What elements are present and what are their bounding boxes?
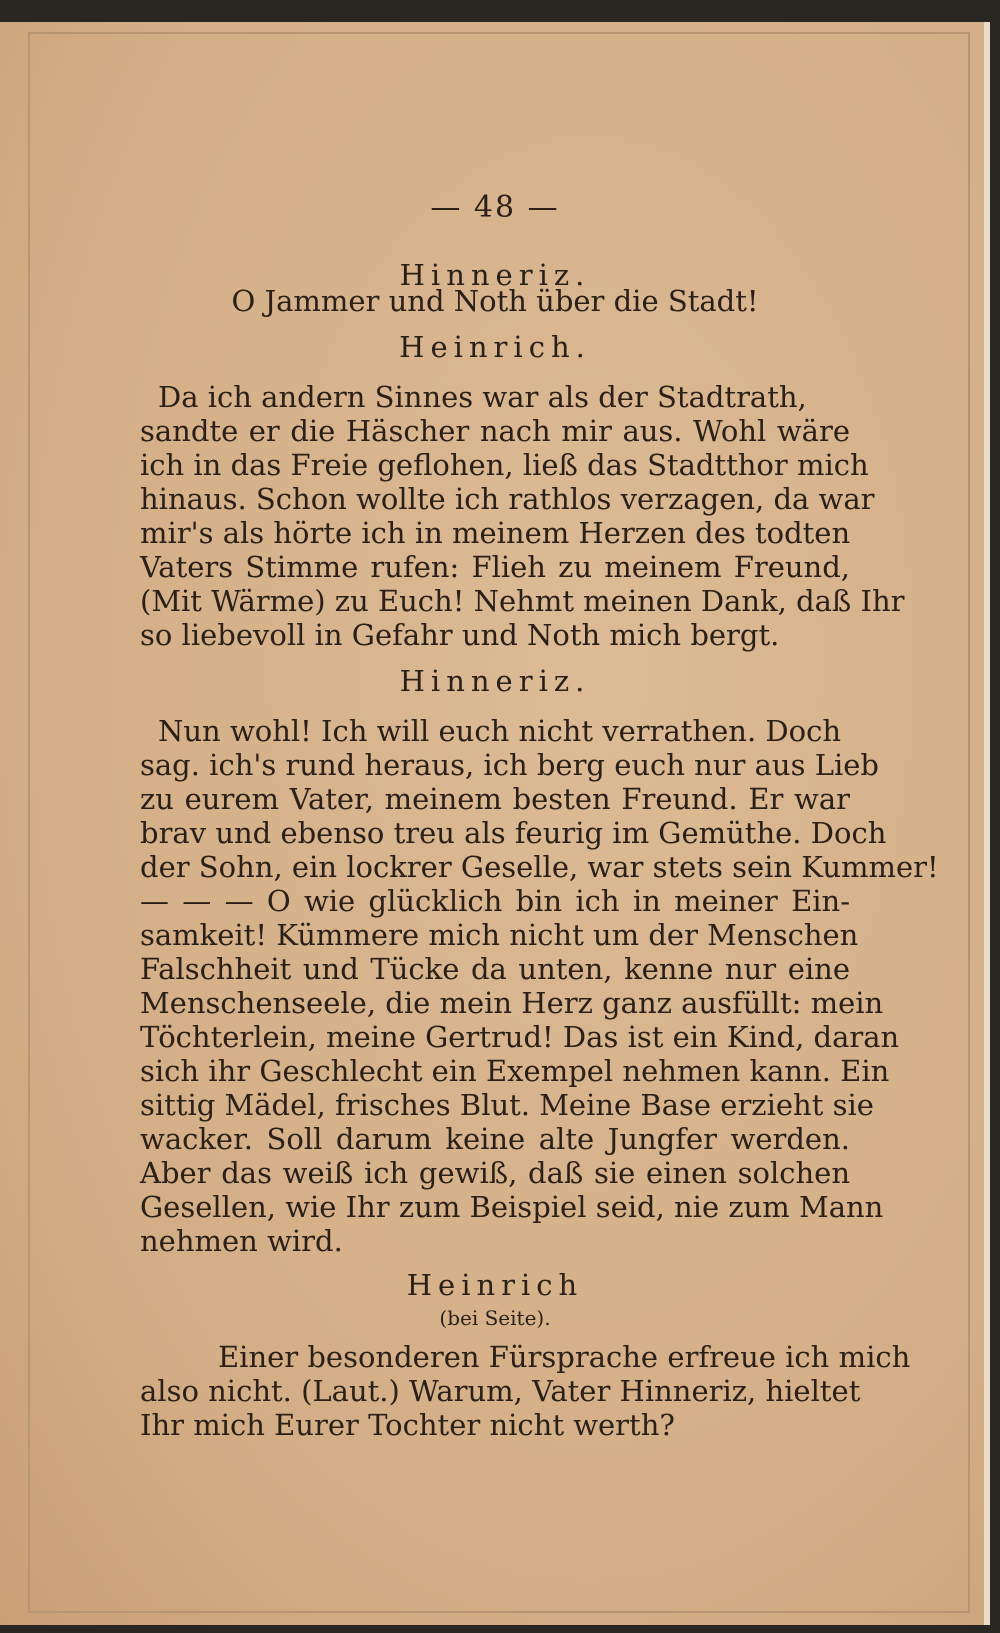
text-line: sittig Mädel, frisches Blut. Meine Base erzieht sie — [140, 1088, 874, 1122]
text-line: Ihr mich Eurer Tochter nicht werth? — [140, 1408, 675, 1442]
text-line: Menschenseele, die mein Herz ganz ausfüllt: mein — [140, 986, 884, 1020]
speaker-name: Hinneriz. — [399, 258, 591, 292]
text-line: Aber das weiß ich gewiß, daß sie einen solchen — [140, 1156, 850, 1190]
text-line: Einer besonderen Fürsprache erfreue ich mich — [218, 1340, 911, 1374]
book-page — [0, 22, 990, 1625]
text-line: zu eurem Vater, meinem besten Freund. Er war — [140, 782, 850, 816]
text-line: sich ihr Geschlecht ein Exempel nehmen kann. Ein — [140, 1054, 890, 1088]
text-line: der Sohn, ein lockrer Geselle, war stets sein Kummer! — [140, 850, 939, 884]
page-number: — 48 — — [430, 190, 560, 225]
text-line: samkeit! Kümmere mich nicht um der Menschen — [140, 918, 859, 952]
text-line: (Mit Wärme) zu Euch! Nehmt meinen Dank, daß Ihr — [140, 584, 905, 618]
text-line: — — — O wie glücklich bin ich in meiner Ein- — [140, 884, 850, 918]
stage-direction: (bei Seite). — [439, 1306, 551, 1330]
text-line: Vaters Stimme rufen: Flieh zu meinem Freund, — [140, 550, 850, 584]
text-line: also nicht. (Laut.) Warum, Vater Hinneriz, hieltet — [140, 1374, 861, 1408]
text-line: so liebevoll in Gefahr und Noth mich bergt. — [140, 618, 780, 652]
text-line: mir's als hörte ich in meinem Herzen des todten — [140, 516, 851, 550]
speaker-name: Heinrich — [406, 1268, 584, 1302]
text-line: wacker. Soll darum keine alte Jungfer werden. — [140, 1122, 850, 1156]
text-line: Gesellen, wie Ihr zum Beispiel seid, nie zum Mann — [140, 1190, 884, 1224]
speaker-name: Hinneriz. — [399, 664, 591, 698]
text-line: sag. ich's rund heraus, ich berg euch nur aus Lieb — [140, 748, 879, 782]
text-line: Falschheit und Tücke da unten, kenne nur eine — [140, 952, 850, 986]
text-line: brav und ebenso treu als feurig im Gemüthe. Doch — [140, 816, 887, 850]
text-line: Da ich andern Sinnes war als der Stadtrath, — [158, 380, 807, 414]
text-line: nehmen wird. — [140, 1224, 343, 1258]
text-line: hinaus. Schon wollte ich rathlos verzagen, da war — [140, 482, 875, 516]
text-line: O Jammer und Noth über die Stadt! — [231, 284, 759, 318]
text-line: sandte er die Häscher nach mir aus. Wohl wäre — [140, 414, 850, 448]
text-line: Nun wohl! Ich will euch nicht verrathen. Doch — [158, 714, 842, 748]
speaker-name: Heinrich. — [399, 330, 591, 364]
text-line: Töchterlein, meine Gertrud! Das ist ein Kind, daran — [140, 1020, 900, 1054]
text-line: ich in das Freie geflohen, ließ das Stadtthor mich — [140, 448, 869, 482]
